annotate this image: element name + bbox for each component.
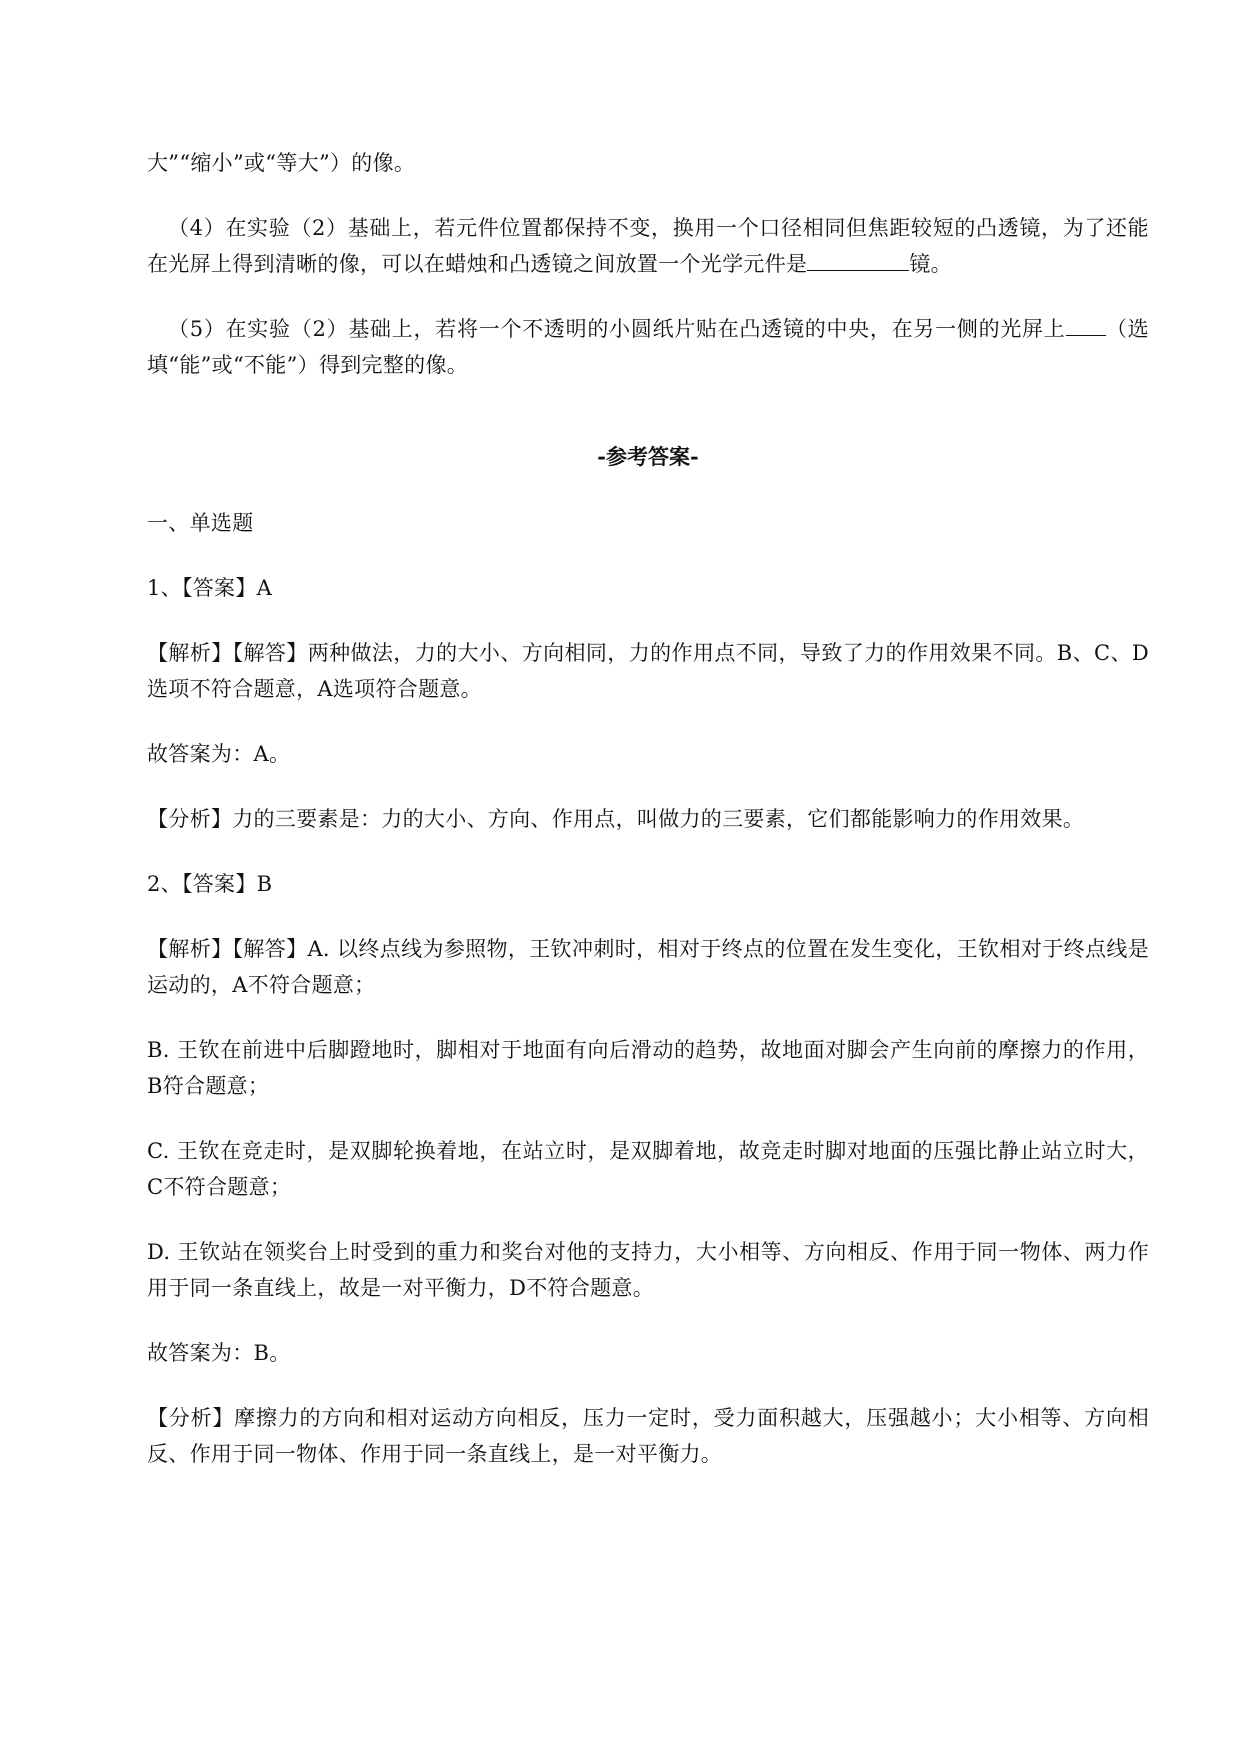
answer-blank [807,246,909,271]
analysis-2-c: C. 王钦在竞走时，是双脚轮换着地，在站立时，是双脚着地，故竞走时脚对地面的压强比静止站立时大，C不符合题意； [147,1139,1149,1199]
question-4 [147,210,1149,282]
note-1: 【分析】力的三要素是：力的大小、方向、作用点，叫做力的三要素，它们都能影响力的作用效果。 [147,807,1085,831]
question-3-tail: 大”“缩小”或“等大”）的像。 [147,151,416,175]
analysis-2-a: 【解析】【解答】A. 以终点线为参照物，王钦冲刺时，相对于终点的位置在发生变化，王钦相对于终点线是运动的，A不符合题意； [147,937,1149,997]
answer-1: 1、【答案】A [147,576,273,600]
answers-title: -参考答案- [597,444,699,469]
final-answer-1: 故答案为：A。 [147,742,291,766]
final-answer-2: 故答案为：B。 [147,1341,291,1365]
answer-blank [1066,311,1106,336]
question-4-end: 镜。 [909,252,952,276]
analysis-1: 【解析】【解答】两种做法，力的大小、方向相同，力的作用点不同，导致了力的作用效果不同。B、C、D选项不符合题意，A选项符合题意。 [147,641,1149,701]
question-5-end: （选填“能”或“不能”）得到完整的像。 [147,317,1149,377]
note-2: 【分析】摩擦力的方向和相对运动方向相反，压力一定时，受力面积越大，压强越小；大小相等、方向相反、作用于同一物体、作用于同一条直线上，是一对平衡力。 [147,1406,1149,1466]
question-4-text: （4）在实验（2）基础上，若元件位置都保持不变，换用一个口径相同但焦距较短的凸透镜，为了还能在光屏上得到清晰的像，可以在蜡烛和凸透镜之间放置一个光学元件是 [147,216,1149,276]
analysis-2-b: B. 王钦在前进中后脚蹬地时，脚相对于地面有向后滑动的趋势，故地面对脚会产生向前的摩擦力的作用，B符合题意； [147,1038,1149,1098]
question-5 [147,311,1149,383]
answer-2: 2、【答案】B [147,872,273,896]
section-heading: 一、单选题 [147,511,254,535]
question-5-text: （5）在实验（2）基础上，若将一个不透明的小圆纸片贴在凸透镜的中央，在另一侧的光屏上 [168,317,1066,341]
analysis-2-d: D. 王钦站在领奖台上时受到的重力和奖台对他的支持力，大小相等、方向相反、作用于同一物体、两力作用于同一条直线上，故是一对平衡力，D不符合题意。 [147,1240,1149,1300]
